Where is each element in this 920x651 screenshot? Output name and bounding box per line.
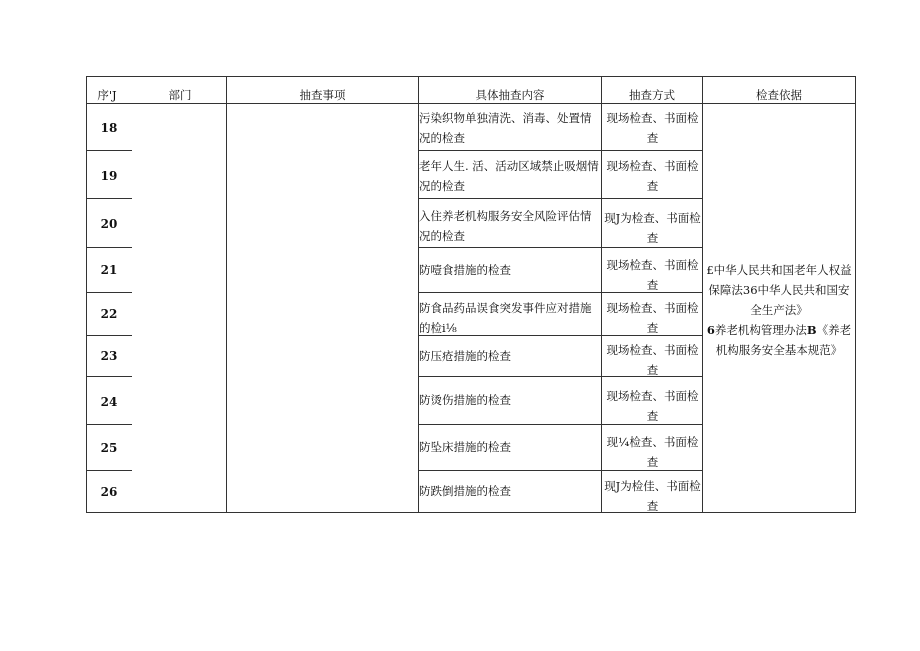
basis-line-2-text: 养老机构管理办法 (714, 323, 807, 337)
row-number: 24 (100, 395, 118, 409)
row-content: 防噎食措施的检查 (419, 263, 511, 277)
row-method: 现¼检查、书面检查 (606, 435, 699, 469)
row-method: 现J为检查、书面检查 (604, 211, 701, 245)
row-method: 现J为检佳、书面检查 (604, 479, 701, 513)
header-seq: 序'J (97, 88, 117, 102)
row-number: 21 (100, 263, 118, 277)
col-divider-content (601, 76, 602, 513)
row-content: 老年人生. 活、活动区域禁止吸烟情况的检查 (419, 159, 599, 193)
row-number: 20 (100, 217, 118, 231)
row-content: 防跌倒措施的检查 (419, 484, 511, 498)
row-method: 现场检查、书面检查 (606, 343, 699, 377)
basis-line-2-tail: 《养老机构服务安全基本规范》 (715, 323, 852, 357)
header-basis: 检查依据 (756, 88, 802, 102)
right-border (855, 76, 856, 513)
row-content: 污染织物单独清洗、消毒、处置情况的检查 (419, 111, 592, 145)
header-dept: 部门 (168, 88, 192, 102)
row-number: 22 (100, 307, 118, 321)
basis-line-2 (703, 320, 855, 360)
table-bottom-border (86, 512, 856, 513)
row-content: 防食品药品误食突发事件应对措施的检i⅛ (419, 301, 592, 335)
row-method: 现场检查、书面检查 (606, 111, 699, 145)
inspection-basis (703, 260, 855, 360)
row-method: 现场检查、书面检查 (606, 258, 699, 292)
header-method: 抽查方式 (629, 88, 675, 102)
header-content: 具体抽查内容 (475, 88, 545, 102)
basis-line-1: £中华人民共和国老年人权益保障法36中华人民共和国安全生产法》 (706, 263, 852, 317)
col-divider-dept (226, 76, 227, 513)
basis-line-2-marker2: B (806, 323, 817, 337)
row-method: 现场检查、书面检查 (606, 159, 699, 193)
table-top-border (86, 76, 856, 77)
row-number: 26 (100, 485, 118, 499)
row-content: 防压疮措施的检查 (419, 349, 511, 363)
row-number: 18 (100, 121, 118, 135)
row-method: 现场检查、书面检查 (606, 301, 699, 335)
row-number: 25 (100, 441, 118, 455)
row-content: 防坠床措施的检查 (419, 440, 511, 454)
row-method: 现场检查、书面检查 (606, 389, 699, 423)
row-content: 入住养老机构服务安全风险评估情况的检查 (419, 209, 592, 243)
header-item: 抽查事项 (299, 88, 346, 102)
row-number: 19 (100, 169, 118, 183)
basis-line-2-marker: 6 (706, 323, 715, 337)
row-number: 23 (100, 349, 118, 363)
row-content: 防烫伤措施的检查 (419, 393, 511, 407)
